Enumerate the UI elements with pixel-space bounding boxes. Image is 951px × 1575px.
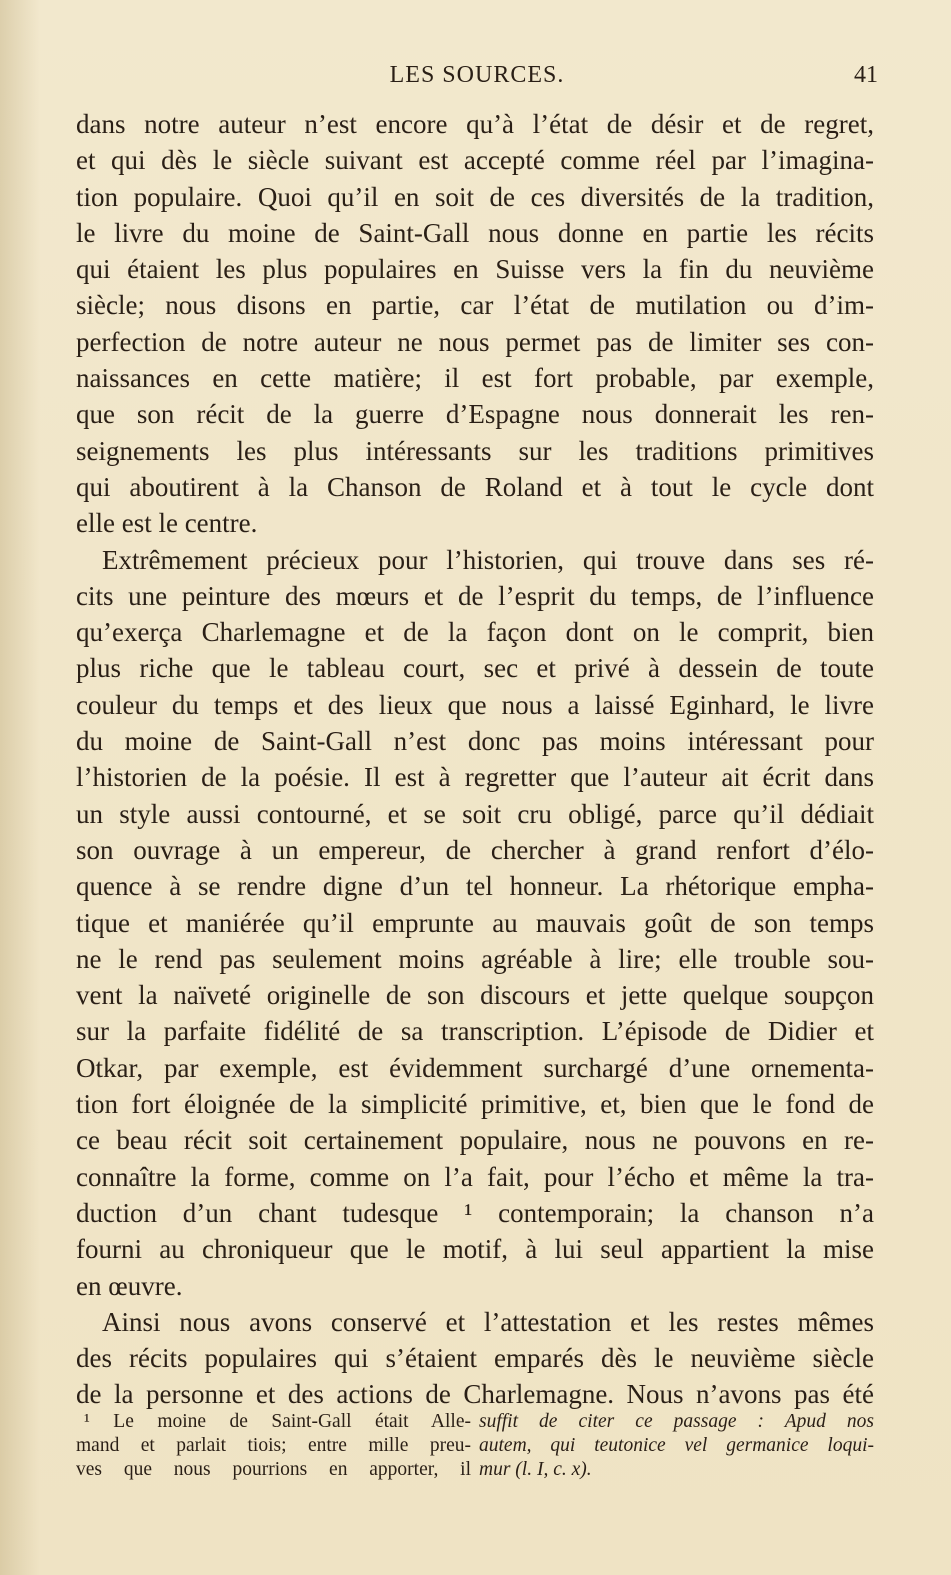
text-line: du moine de Saint-Gall n’est donc pas moins intéressant pour [76,726,874,757]
text-line: cits une peinture des mœurs et de l’esprit du temps, de l’influence [76,580,874,611]
text-line: duction d’un chant tudesque ¹ contemporain; la chanson n’a [76,1197,874,1228]
text-line: couleur du temps et des lieux que nous a laissé Eginhard, le livre [76,689,874,720]
text-line: ce beau récit soit certainement populaire, nous ne pouvons en re- [76,1125,874,1156]
footnote-line: ves que nous pourrions en apporter, il [76,1459,471,1480]
footnotes [76,1410,874,1482]
text-line: qu’exerça Charlemagne et de la façon dont on le comprit, bien [76,617,874,648]
footnote-column-left [76,1410,471,1482]
text-line: son ouvrage à un empereur, de chercher à grand renfort d’élo- [76,834,874,865]
text-line: naissances en cette matière; il est fort probable, par exemple, [76,363,874,394]
text-line: des récits populaires qui s’étaient emparés dès le neuvième siècle [76,1343,874,1374]
footnote-line: mur (l. I, c. x). [479,1459,592,1480]
footnote-line: mand et parlait tiois; entre mille preu- [76,1435,471,1456]
text-line: le livre du moine de Saint-Gall nous donne en partie les récits [76,217,874,248]
text-line: que son récit de la guerre d’Espagne nous donnerait les ren- [76,399,874,430]
text-line: fourni au chroniqueur que le motif, à lui seul appartient la mise [76,1234,874,1265]
text-line: tion populaire. Quoi qu’il en soit de ces diversités de la tradition, [76,181,874,212]
text-line: plus riche que le tableau court, sec et privé à dessein de toute [76,653,874,684]
text-line: Ainsi nous avons conservé et l’attestation et les restes mêmes [102,1306,874,1337]
footnote-column-right [479,1410,874,1482]
text-line: vent la naïveté originelle de son discours et jette quelque soupçon [76,980,874,1011]
text-line: connaître la forme, comme on l’a fait, pour l’écho et même la tra- [76,1161,874,1192]
text-line: et qui dès le siècle suivant est accepté comme réel par l’imagina- [76,145,874,176]
text-line: seignements les plus intéressants sur les traditions primitives [76,435,874,466]
text-line: Otkar, par exemple, est évidemment surchargé d’une ornementa- [76,1052,874,1083]
footnote-line: ¹ Le moine de Saint-Gall était Alle- [84,1411,471,1432]
text-line: qui aboutirent à la Chanson de Roland et à tout le cycle dont [76,471,874,502]
body-text [76,106,874,1413]
text-line: ne le rend pas seulement moins agréable à lire; elle trouble sou- [76,943,874,974]
text-line: l’historien de la poésie. Il est à regretter que l’auteur ait écrit dans [76,762,874,793]
footnote-line: autem, qui teutonice vel germanice loqui- [479,1435,874,1456]
page-number: 41 [854,62,878,88]
page-header [76,62,878,102]
text-line: de la personne et des actions de Charlemagne. Nous n’avons pas été [76,1379,874,1410]
text-line: sur la parfaite fidélité de sa transcription. L’épisode de Didier et [76,1016,874,1047]
text-line: siècle; nous disons en partie, car l’état de mutilation ou d’im- [76,290,874,321]
text-line: quence à se rendre digne d’un tel honneur. La rhétorique empha- [76,871,874,902]
text-line: dans notre auteur n’est encore qu’à l’état de désir et de regret, [76,109,874,139]
text-line: tion fort éloignée de la simplicité primitive, et, bien que le fond de [76,1089,874,1120]
text-line: en œuvre. [76,1270,183,1301]
text-line: perfection de notre auteur ne nous permet pas de limiter ses con- [76,326,874,357]
text-line: Extrêmement précieux pour l’historien, qui trouve dans ses ré- [102,544,874,575]
footnote-line: suffit de citer ce passage : Apud nos [479,1411,874,1432]
text-line: qui étaient les plus populaires en Suisse vers la fin du neuvième [76,254,874,285]
running-title: LES SOURCES. [389,62,565,88]
text-line: un style aussi contourné, et se soit cru obligé, parce qu’il dédiait [76,798,874,829]
text-line: elle est le centre. [76,508,258,539]
text-line: tique et maniérée qu’il emprunte au mauvais goût de son temps [76,907,874,938]
